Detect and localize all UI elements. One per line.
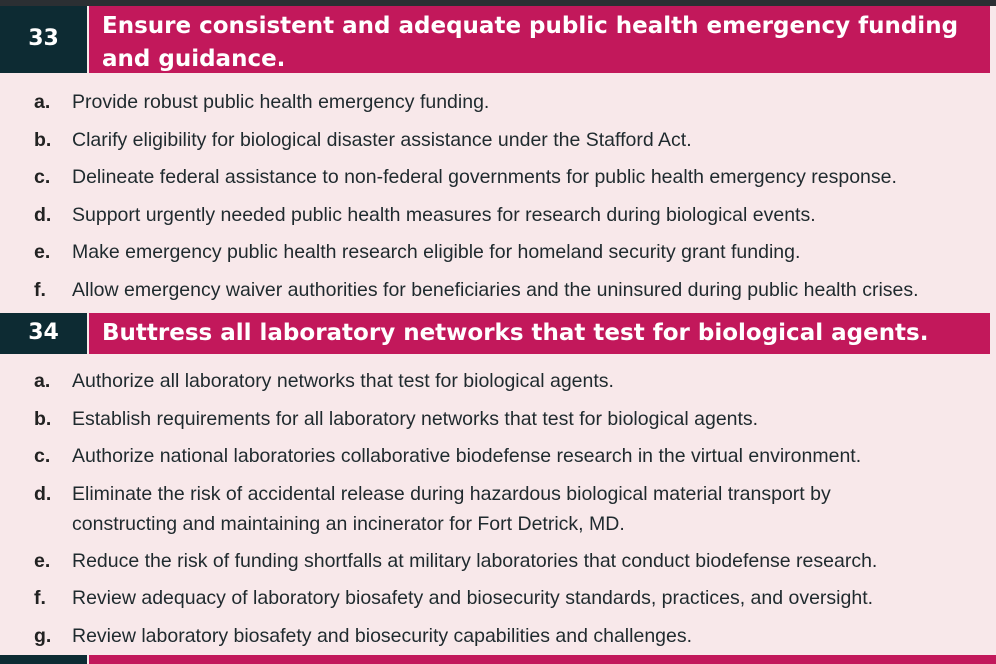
item-letter: b. [34,407,52,430]
list-item [0,125,920,155]
item-letter: f. [34,278,46,301]
item-text: Support urgently needed public health measures for research during biological events. [72,203,816,226]
item-letter: e. [34,241,51,263]
number-box-edge [0,655,87,664]
item-letter: g. [34,624,52,647]
next-section-header-edge [0,655,996,664]
item-text: Establish requirements for all laboratory networks that test for biological agents. [72,407,759,430]
item-letter: a. [34,91,51,113]
item-text: Authorize national laboratories collaborative biodefense research in the virtual environment. [72,445,862,467]
item-text: Delineate federal assistance to non-federal governments for public health emergency response. [72,166,897,188]
list-item [0,583,920,613]
list-item [0,366,920,396]
list-item [0,162,920,192]
list-item [0,237,920,267]
recommendation-title: Ensure consistent and adequate public health emergency funding and guidance. [89,6,990,73]
recommendation-number: 33 [0,6,87,73]
item-letter: a. [34,370,51,392]
list-item [0,200,920,230]
item-letter: c. [34,166,51,188]
title-bar-edge [89,655,996,664]
item-letter: d. [34,482,52,505]
item-letter: e. [34,549,51,572]
recommendation-number: 34 [0,313,87,354]
item-text: Clarify eligibility for biological disaster assistance under the Stafford Act. [72,128,692,151]
item-text: Provide robust public health emergency funding. [72,91,490,113]
recommendation-title: Buttress all laboratory networks that test for biological agents. [89,313,990,354]
list-item [0,441,920,471]
list-item [0,404,920,434]
recommendation-33-header [0,6,990,73]
item-text: Make emergency public health research eligible for homeland security grant funding. [72,241,801,263]
item-text: Allow emergency waiver authorities for beneficiaries and the uninsured during public health crises. [72,278,919,301]
list-item [0,546,920,576]
item-text: Review laboratory biosafety and biosecurity capabilities and challenges. [72,624,693,647]
list-item [0,621,920,651]
list-item [0,479,920,539]
recommendation-34-header [0,313,990,354]
recommendation-33-list [0,87,920,312]
item-letter: f. [34,587,46,609]
item-text: Reduce the risk of funding shortfalls at military laboratories that conduct biodefense research. [72,549,878,572]
item-letter: c. [34,445,51,467]
list-item [0,87,920,117]
recommendation-34-list [0,366,920,658]
list-item [0,275,920,305]
item-text: Review adequacy of laboratory biosafety and biosecurity standards, practices, and oversight. [72,587,874,609]
item-letter: b. [34,128,52,151]
item-text: Eliminate the risk of accidental release during hazardous biological material transport by constructing and maintaining an incinerator for Fort Detrick, MD. [72,482,831,535]
item-letter: d. [34,203,52,226]
item-text: Authorize all laboratory networks that test for biological agents. [72,370,614,392]
